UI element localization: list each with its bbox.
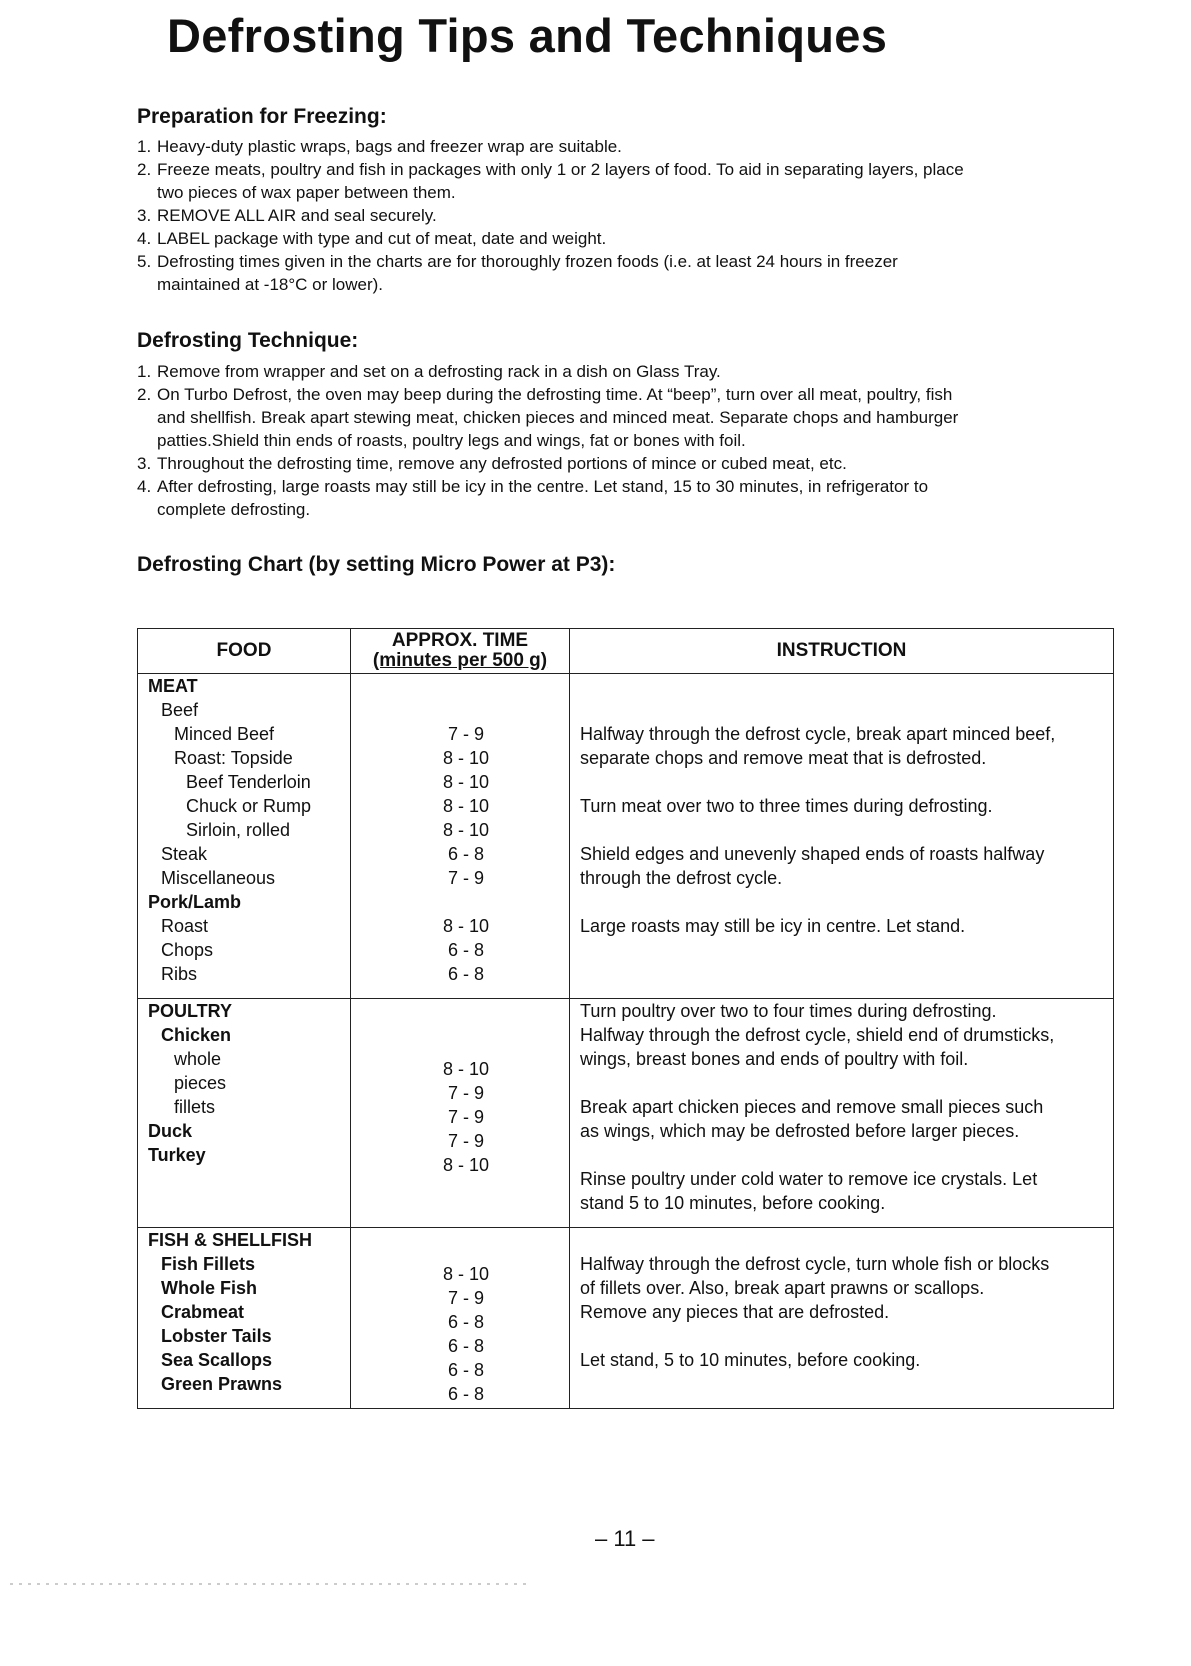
time-value: 6 - 8 (447, 1360, 485, 1380)
instruction-line: Let stand, 5 to 10 minutes, before cooking. (580, 1350, 921, 1370)
preparation-item-number: 3. (137, 206, 152, 225)
food-item: Roast (161, 916, 209, 936)
time-header-line1: APPROX. TIME (391, 630, 529, 651)
technique-item-line: Throughout the defrosting time, remove any defrosted portions of mince or cubed meat, etc. (157, 454, 847, 473)
page-number: – 11 – (595, 1526, 655, 1551)
food-item: FISH & SHELLFISH (148, 1230, 313, 1250)
preparation-item-number: 5. (137, 252, 152, 271)
preparation-item-line: Heavy-duty plastic wraps, bags and freezer wrap are suitable. (157, 137, 622, 156)
instruction-line: of fillets over. Also, break apart prawns or scallops. (580, 1278, 985, 1298)
food-item: Steak (161, 844, 208, 864)
food-item: Chuck or Rump (186, 796, 312, 816)
food-item: Sea Scallops (161, 1350, 273, 1370)
preparation-item (137, 158, 1117, 204)
food-item: MEAT (148, 676, 198, 696)
preparation-item-text (157, 135, 1117, 158)
preparation-item-text (157, 250, 1117, 296)
technique-item-text (157, 383, 1117, 452)
instruction-line (580, 938, 1113, 962)
preparation-item (137, 135, 1117, 158)
food-item: Sirloin, rolled (186, 820, 291, 840)
time-value (363, 1033, 569, 1057)
time-value: 8 - 10 (442, 748, 490, 768)
food-item: Chicken (161, 1025, 232, 1045)
preparation-item-line: Freeze meats, poultry and fish in packages with only 1 or 2 layers of food. To aid in separating layers, place (157, 160, 964, 179)
food-item: pieces (174, 1073, 227, 1093)
food-cell (138, 1228, 351, 1409)
preparation-item-number: 2. (137, 160, 152, 179)
technique-heading: Defrosting Technique: (137, 329, 359, 352)
technique-item-text (157, 360, 1117, 383)
instruction-line (580, 770, 1113, 794)
instruction-line (580, 674, 1113, 698)
preparation-item-number: 4. (137, 229, 152, 248)
time-value (363, 1009, 569, 1033)
time-value (363, 1177, 569, 1201)
preparation-item-line: REMOVE ALL AIR and seal securely. (157, 206, 437, 225)
food-item: fillets (174, 1097, 216, 1117)
instruction-column-header: INSTRUCTION (570, 629, 1114, 674)
technique-item-line: After defrosting, large roasts may still be icy in the centre. Let stand, 15 to 30 minutes, in refrigerator to (157, 477, 929, 496)
instruction-line: Shield edges and unevenly shaped ends of roasts halfway (580, 844, 1045, 864)
instruction-line (580, 1143, 1113, 1167)
time-value: 8 - 10 (442, 820, 490, 840)
time-value: 7 - 9 (447, 868, 485, 888)
preparation-item-line: LABEL package with type and cut of meat, date and weight. (157, 229, 607, 248)
time-column-header (351, 629, 570, 674)
food-item: Miscellaneous (161, 868, 276, 888)
food-item (148, 1167, 350, 1191)
instruction-line (580, 698, 1113, 722)
time-cell (351, 674, 570, 999)
instruction-cell (570, 674, 1114, 999)
time-value: 7 - 9 (447, 1107, 485, 1127)
technique-item (137, 360, 1117, 383)
chart-body (138, 674, 1114, 1409)
food-cell (138, 999, 351, 1228)
chart-header-row (138, 629, 1114, 674)
food-cell (138, 674, 351, 999)
preparation-item-text (157, 227, 1117, 250)
instruction-line: Remove any pieces that are defrosted. (580, 1302, 890, 1322)
instruction-line: Turn poultry over two to four times during defrosting. (580, 1001, 997, 1021)
time-value: 6 - 8 (447, 1312, 485, 1332)
time-value (363, 698, 569, 722)
instruction-line: Large roasts may still be icy in centre. Let stand. (580, 916, 966, 936)
time-value: 7 - 9 (447, 1083, 485, 1103)
technique-list (137, 360, 1117, 521)
food-item: Minced Beef (174, 724, 275, 744)
technique-item-line: and shellfish. Break apart stewing meat, chicken pieces and minced meat. Separate chops and hamburger (157, 408, 959, 427)
food-item: Pork/Lamb (148, 892, 242, 912)
food-item: Crabmeat (161, 1302, 245, 1322)
instruction-line: stand 5 to 10 minutes, before cooking. (580, 1193, 886, 1213)
preparation-item-text (157, 158, 1117, 204)
time-value: 8 - 10 (442, 1264, 490, 1284)
technique-item-number: 3. (137, 454, 152, 473)
time-value: 8 - 10 (442, 796, 490, 816)
page-title: Defrosting Tips and Techniques (167, 9, 888, 62)
food-item: Ribs (161, 964, 198, 984)
food-item: Green Prawns (161, 1374, 283, 1394)
instruction-cell (570, 999, 1114, 1228)
time-value (363, 890, 569, 914)
chart-section-row (138, 999, 1114, 1228)
time-value (363, 674, 569, 698)
food-item: Fish Fillets (161, 1254, 256, 1274)
preparation-item (137, 204, 1117, 227)
instruction-line: Break apart chicken pieces and remove small pieces such (580, 1097, 1044, 1117)
preparation-list (137, 135, 1117, 296)
technique-item-number: 2. (137, 385, 152, 404)
food-item: Duck (148, 1121, 193, 1141)
instruction-line: as wings, which may be defrosted before larger pieces. (580, 1121, 1020, 1141)
time-value: 6 - 8 (447, 844, 485, 864)
technique-item (137, 475, 1117, 521)
instruction-line: Turn meat over two to three times during defrosting. (580, 796, 993, 816)
food-item: Lobster Tails (161, 1326, 272, 1346)
time-cell (351, 999, 570, 1228)
instruction-line: wings, breast bones and ends of poultry with foil. (580, 1049, 969, 1069)
time-value: 7 - 9 (447, 1131, 485, 1151)
food-item: Turkey (148, 1145, 206, 1165)
chart-heading: Defrosting Chart (by setting Micro Power at P3): (137, 553, 616, 576)
technique-item-line: Remove from wrapper and set on a defrosting rack in a dish on Glass Tray. (157, 362, 721, 381)
instruction-line: Rinse poultry under cold water to remove ice crystals. Let (580, 1169, 1038, 1189)
technique-item-number: 4. (137, 477, 152, 496)
time-header-line2: (minutes per 500 g) (372, 650, 548, 671)
chart-section-row (138, 674, 1114, 999)
defrosting-chart (137, 628, 1114, 1409)
time-value (363, 1201, 569, 1225)
instruction-line: Halfway through the defrost cycle, turn whole fish or blocks (580, 1254, 1050, 1274)
preparation-item-number: 1. (137, 137, 152, 156)
food-item (148, 1191, 350, 1215)
technique-item-line: complete defrosting. (157, 500, 311, 519)
food-item: POULTRY (148, 1001, 232, 1021)
food-column-header: FOOD (138, 629, 351, 674)
technique-item (137, 383, 1117, 452)
time-value: 6 - 8 (447, 940, 485, 960)
food-item: Whole Fish (161, 1278, 257, 1298)
technique-item-text (157, 452, 1117, 475)
time-value: 7 - 9 (447, 724, 485, 744)
time-value: 6 - 8 (447, 964, 485, 984)
time-cell (351, 1228, 570, 1409)
preparation-item (137, 250, 1117, 296)
time-value: 6 - 8 (447, 1336, 485, 1356)
food-item: whole (174, 1049, 222, 1069)
instruction-line (580, 962, 1113, 986)
technique-item-text (157, 475, 1117, 521)
preparation-item-line: maintained at -18°C or lower). (157, 275, 384, 294)
time-value: 7 - 9 (447, 1288, 485, 1308)
instruction-line (580, 818, 1113, 842)
scan-artifact (10, 1583, 530, 1585)
instruction-line: Halfway through the defrost cycle, shield end of drumsticks, (580, 1025, 1055, 1045)
technique-item-line: On Turbo Defrost, the oven may beep during the defrosting time. At “beep”, turn over all meat, poultry, fish (157, 385, 953, 404)
preparation-item-text (157, 204, 1117, 227)
food-item: Beef Tenderloin (186, 772, 311, 792)
instruction-line (580, 890, 1113, 914)
time-value (363, 1238, 569, 1262)
technique-item-number: 1. (137, 362, 152, 381)
chart-section-row (138, 1228, 1114, 1409)
instruction-line: separate chops and remove meat that is defrosted. (580, 748, 987, 768)
time-value: 8 - 10 (442, 772, 490, 792)
preparation-item (137, 227, 1117, 250)
food-item: Beef (161, 700, 199, 720)
food-item: Roast: Topside (174, 748, 293, 768)
time-value: 8 - 10 (442, 1059, 490, 1079)
instruction-line (580, 1228, 1113, 1252)
preparation-heading: Preparation for Freezing: (137, 105, 387, 128)
instruction-line: Halfway through the defrost cycle, break apart minced beef, (580, 724, 1056, 744)
time-value: 8 - 10 (442, 1155, 490, 1175)
technique-item (137, 452, 1117, 475)
time-value: 6 - 8 (447, 1384, 485, 1404)
technique-item-line: patties.Shield thin ends of roasts, poultry legs and wings, fat or bones with foil. (157, 431, 746, 450)
instruction-line (580, 1372, 1113, 1396)
instruction-line (580, 1324, 1113, 1348)
food-item: Chops (161, 940, 214, 960)
preparation-item-line: two pieces of wax paper between them. (157, 183, 456, 202)
preparation-item-line: Defrosting times given in the charts are for thoroughly frozen foods (i.e. at least 24 hours in freezer (157, 252, 898, 271)
instruction-cell (570, 1228, 1114, 1409)
instruction-line (580, 1071, 1113, 1095)
instruction-line: through the defrost cycle. (580, 868, 783, 888)
time-value: 8 - 10 (442, 916, 490, 936)
